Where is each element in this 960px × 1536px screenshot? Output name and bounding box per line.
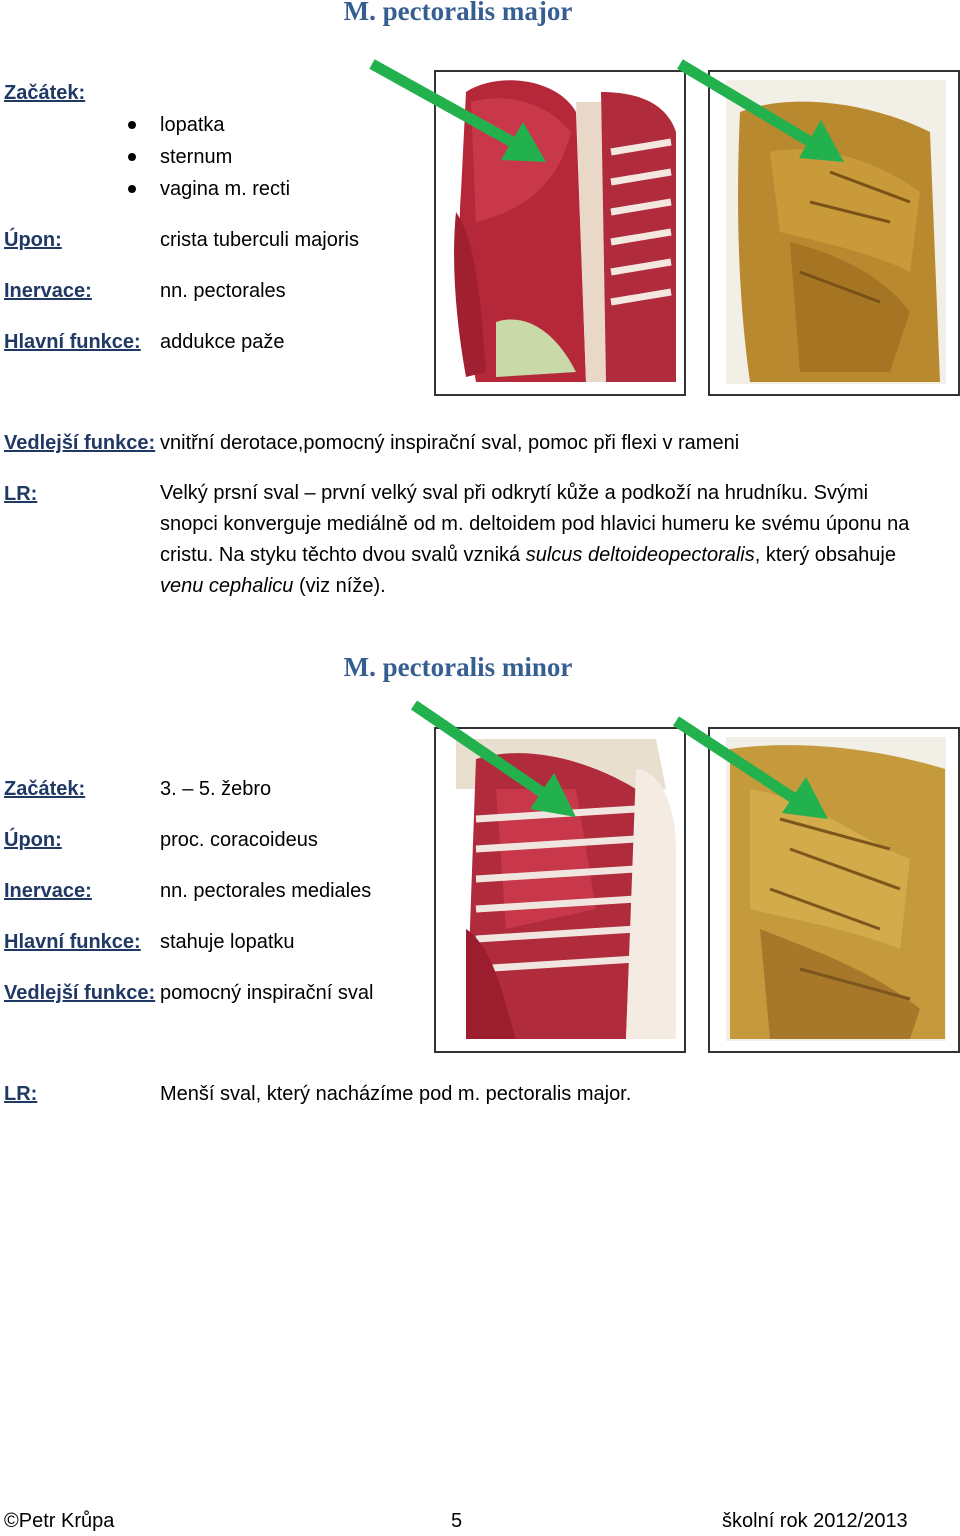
label-hlavni-funkce-minor: Hlavní funkce: (4, 931, 141, 953)
label-inervace-minor: Inervace: (4, 880, 92, 902)
pointer-arrow-icon (674, 56, 864, 186)
footer-page-number: 5 (451, 1510, 463, 1532)
title-pectoralis-major: M. pectoralis major (343, 0, 573, 26)
value-vedlejsi-funkce-minor: pomocný inspirační sval (160, 982, 374, 1004)
pointer-arrow-icon (406, 695, 596, 845)
anatomy-illustration-major (434, 70, 686, 396)
value-inervace-minor: nn. pectorales mediales (160, 880, 372, 902)
value-hlavni-funkce-major: addukce paže (160, 331, 285, 353)
footer-author: ©Petr Krůpa (4, 1510, 115, 1532)
list-item: sternum (124, 142, 290, 174)
footer-school-year: školní rok 2012/2013 (722, 1510, 908, 1532)
label-upon-major: Úpon: (4, 229, 62, 251)
bullet-icon (128, 153, 136, 161)
value-hlavni-funkce-minor: stahuje lopatku (160, 931, 295, 953)
label-zacatek-major: Začátek: (4, 82, 86, 104)
zacatek-list-major (124, 110, 290, 206)
label-vedlejsi-funkce-minor: Vedlejší funkce: (4, 982, 156, 1004)
pointer-arrow-icon (366, 56, 566, 186)
value-upon-minor: proc. coracoideus (160, 829, 318, 851)
dissection-photo-major (708, 70, 960, 396)
list-item: vagina m. recti (124, 174, 290, 206)
anatomy-illustration-minor (434, 727, 686, 1053)
bullet-icon (128, 121, 136, 129)
label-upon-minor: Úpon: (4, 829, 62, 851)
value-zacatek-minor: 3. – 5. žebro (160, 778, 272, 800)
list-item: lopatka (124, 110, 290, 142)
label-lr-major: LR: (4, 483, 38, 505)
value-upon-major: crista tuberculi majoris (160, 229, 359, 251)
value-lr-minor: Menší sval, který nacházíme pod m. pectoralis major. (160, 1083, 632, 1105)
label-lr-minor: LR: (4, 1083, 38, 1105)
dissection-photo-minor (708, 727, 960, 1053)
bullet-icon (128, 185, 136, 193)
value-inervace-major: nn. pectorales (160, 280, 286, 302)
label-hlavni-funkce-major: Hlavní funkce: (4, 331, 141, 353)
label-inervace-major: Inervace: (4, 280, 92, 302)
title-pectoralis-minor: M. pectoralis minor (343, 652, 573, 682)
pointer-arrow-icon (670, 713, 850, 843)
label-vedlejsi-funkce-major: Vedlejší funkce: (4, 432, 156, 454)
label-zacatek-minor: Začátek: (4, 778, 86, 800)
value-vedlejsi-funkce-major: vnitřní derotace,pomocný inspirační sval, pomoc při flexi v rameni (160, 432, 740, 454)
lr-paragraph-major: Velký prsní sval – první velký sval při odkrytí kůže a podkoží na hrudníku. Svými snopci konverguje mediálně od m. deltoidem pod hlavici humeru ke svému úponu na cristu. Na styku těchto dvou svalů vzniká sulcus deltoideopectoralis, který obsahuje venu cephalicu (viz níže). (160, 482, 910, 597)
